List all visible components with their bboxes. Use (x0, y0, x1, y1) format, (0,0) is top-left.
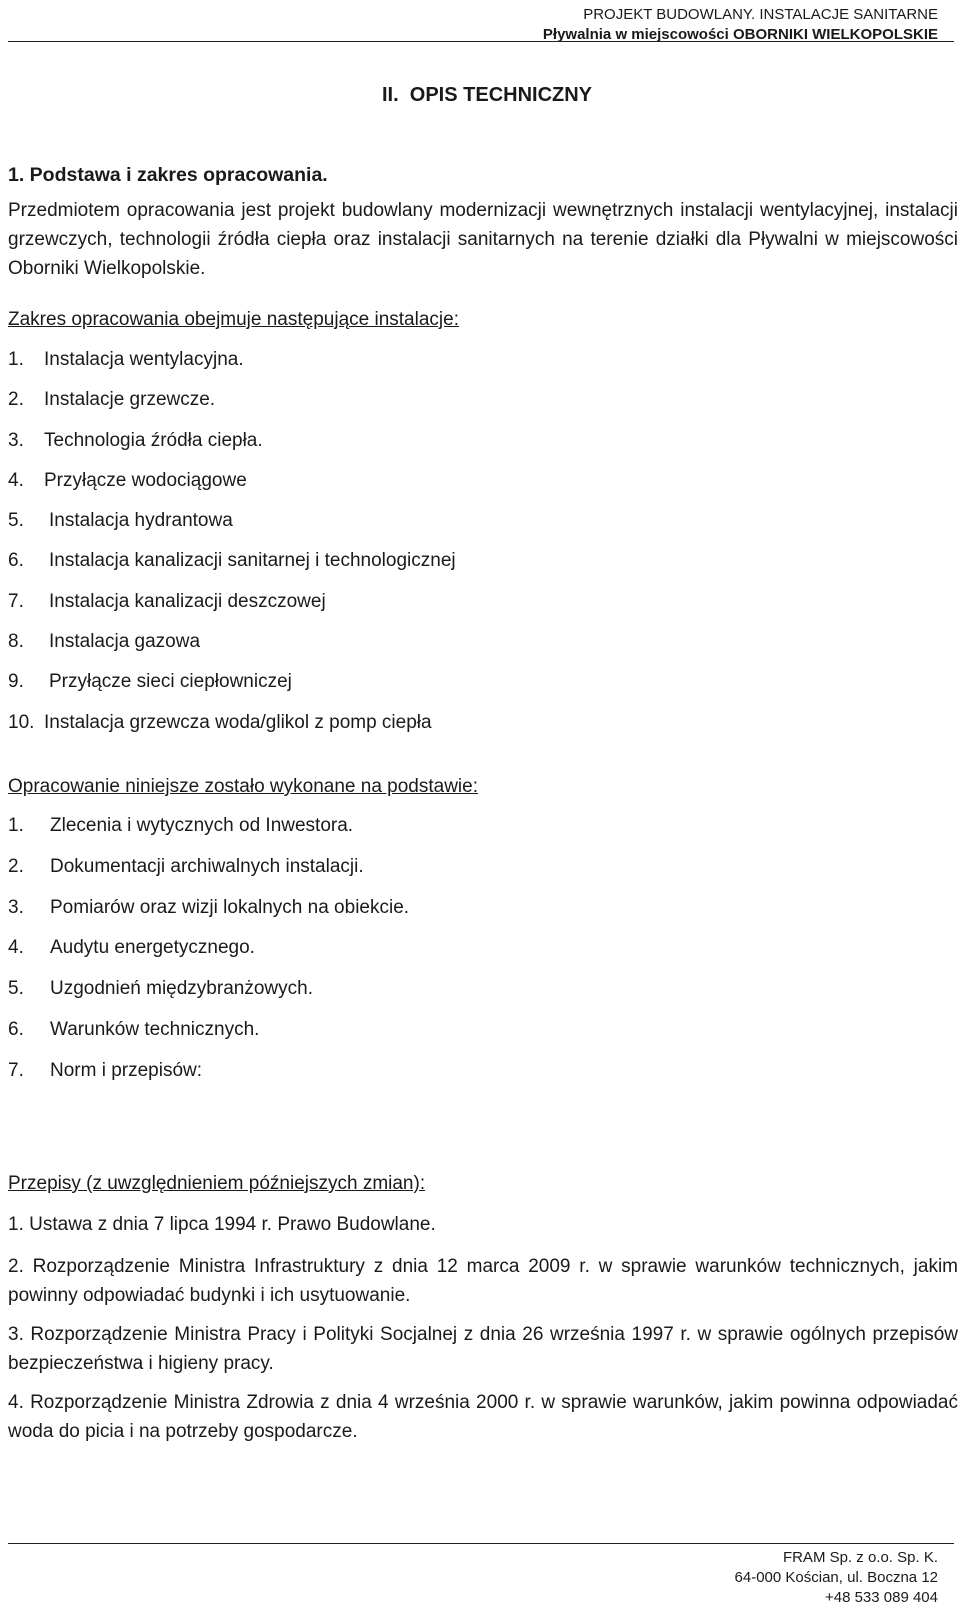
list-item (8, 628, 456, 668)
list-item-number: 3. (8, 429, 24, 451)
subsection-title: 1. Podstawa i zakres opracowania. (8, 164, 328, 186)
list-item-number: 8. (8, 631, 24, 653)
list-item (8, 975, 409, 1016)
list-item (8, 427, 456, 467)
list-item-number: 9. (8, 671, 24, 693)
footer-address: 64-000 Kościan, ul. Boczna 12 (734, 1569, 938, 1586)
footer-divider (8, 1543, 954, 1544)
list-item (8, 812, 409, 853)
basis-list (8, 812, 409, 1098)
regulation-item: 4. Rozporządzenie Ministra Zdrowia z dnia 4 września 2000 r. w sprawie warunków, jakim powinna odpowiadać woda do picia i na potrzeby gospodarcze. (8, 1392, 958, 1442)
list-item-text: Pomiarów oraz wizji lokalnych na obiekcie. (50, 896, 410, 918)
list-item (8, 853, 409, 894)
header-location-line: Pływalnia w miejscowości OBORNIKI WIELKOPOLSKIE (542, 26, 938, 43)
list-item (8, 467, 456, 507)
page-footer (735, 1548, 938, 1608)
intro-paragraph: Przedmiotem opracowania jest projekt budowlany modernizacji wewnętrznych instalacji wentylacyjnej, instalacji grzewczych, technologii źródła ciepła oraz instalacji sanitarnych na terenie działki dla Pływalni w miejscowości Oborniki Wielkopolskie. (8, 200, 958, 279)
list-item (8, 1057, 409, 1098)
footer-phone: +48 533 089 404 (824, 1589, 938, 1606)
list-item-text: Instalacja hydrantowa (49, 510, 233, 532)
scope-heading: Zakres opracowania obejmuje następujące instalacje: (8, 309, 459, 330)
list-item-text: Instalacja kanalizacji deszczowej (49, 590, 326, 612)
list-item-text: Warunków technicznych. (50, 1018, 260, 1040)
list-item (8, 934, 409, 975)
list-item-text: Zlecenia i wytycznych od Inwestora. (50, 815, 354, 836)
list-item (8, 668, 456, 708)
list-item-text: Instalacja grzewcza woda/glikol z pomp ciepła (44, 711, 432, 733)
footer-company: FRAM Sp. z o.o. Sp. K. (782, 1549, 938, 1566)
list-item-text: Przyłącze wodociągowe (44, 469, 247, 491)
header-project-line: PROJEKT BUDOWLANY. INSTALACJE SANITARNE (583, 6, 938, 23)
list-item-number: 3. (8, 896, 24, 918)
list-item (8, 588, 456, 628)
list-item-number: 7. (8, 590, 24, 612)
section-title: II. OPIS TECHNICZNY (382, 84, 593, 106)
list-item-text: Audytu energetycznego. (50, 937, 255, 959)
list-item-number: 5. (8, 978, 24, 1000)
list-item-text: Uzgodnień międzybranżowych. (50, 978, 313, 1000)
list-item-text: Norm i przepisów: (50, 1059, 203, 1081)
list-item-number: 2. (8, 389, 24, 411)
list-item-number: 10. (8, 711, 35, 733)
list-item-number: 5. (8, 510, 24, 532)
list-item-number: 6. (8, 550, 24, 572)
list-item-text: Instalacja kanalizacji sanitarnej i technologicznej (49, 550, 456, 572)
list-item (8, 547, 456, 587)
list-item (8, 894, 409, 935)
list-item-text: Instalacja wentylacyjna. (44, 349, 244, 370)
list-item-number: 7. (8, 1059, 24, 1081)
page-header (543, 6, 938, 45)
list-item-number: 4. (8, 469, 24, 491)
list-item-number: 4. (8, 937, 24, 959)
list-item (8, 386, 456, 426)
list-item-text: Instalacje grzewcze. (44, 389, 216, 411)
list-item-text: Przyłącze sieci ciepłowniczej (49, 671, 292, 693)
list-item (8, 346, 456, 386)
list-item-text: Technologia źródła ciepła. (44, 429, 263, 451)
regulation-item: 1. Ustawa z dnia 7 lipca 1994 r. Prawo Budowlane. (8, 1214, 436, 1235)
list-item-number: 2. (8, 855, 24, 877)
list-item (8, 1016, 409, 1057)
header-divider (8, 41, 954, 42)
regulation-item: 3. Rozporządzenie Ministra Pracy i Polityki Socjalnej z dnia 26 września 1997 r. w sprawie ogólnych przepisów bezpieczeństwa i higieny pracy. (8, 1324, 958, 1374)
list-item-number: 1. (8, 349, 24, 370)
list-item-number: 6. (8, 1018, 24, 1040)
list-item-text: Instalacja gazowa (49, 631, 201, 653)
list-item (8, 507, 456, 547)
list-item (8, 709, 456, 749)
scope-list (8, 346, 456, 749)
regulations-heading: Przepisy (z uwzględnieniem późniejszych zmian): (8, 1173, 426, 1194)
basis-heading: Opracowanie niniejsze zostało wykonane na podstawie: (8, 776, 478, 797)
list-item-number: 1. (8, 815, 24, 836)
regulation-item: 2. Rozporządzenie Ministra Infrastruktury z dnia 12 marca 2009 r. w sprawie warunków technicznych, jakim powinny odpowiadać budynki i ich usytuowanie. (8, 1256, 958, 1306)
list-item-text: Dokumentacji archiwalnych instalacji. (50, 855, 364, 877)
